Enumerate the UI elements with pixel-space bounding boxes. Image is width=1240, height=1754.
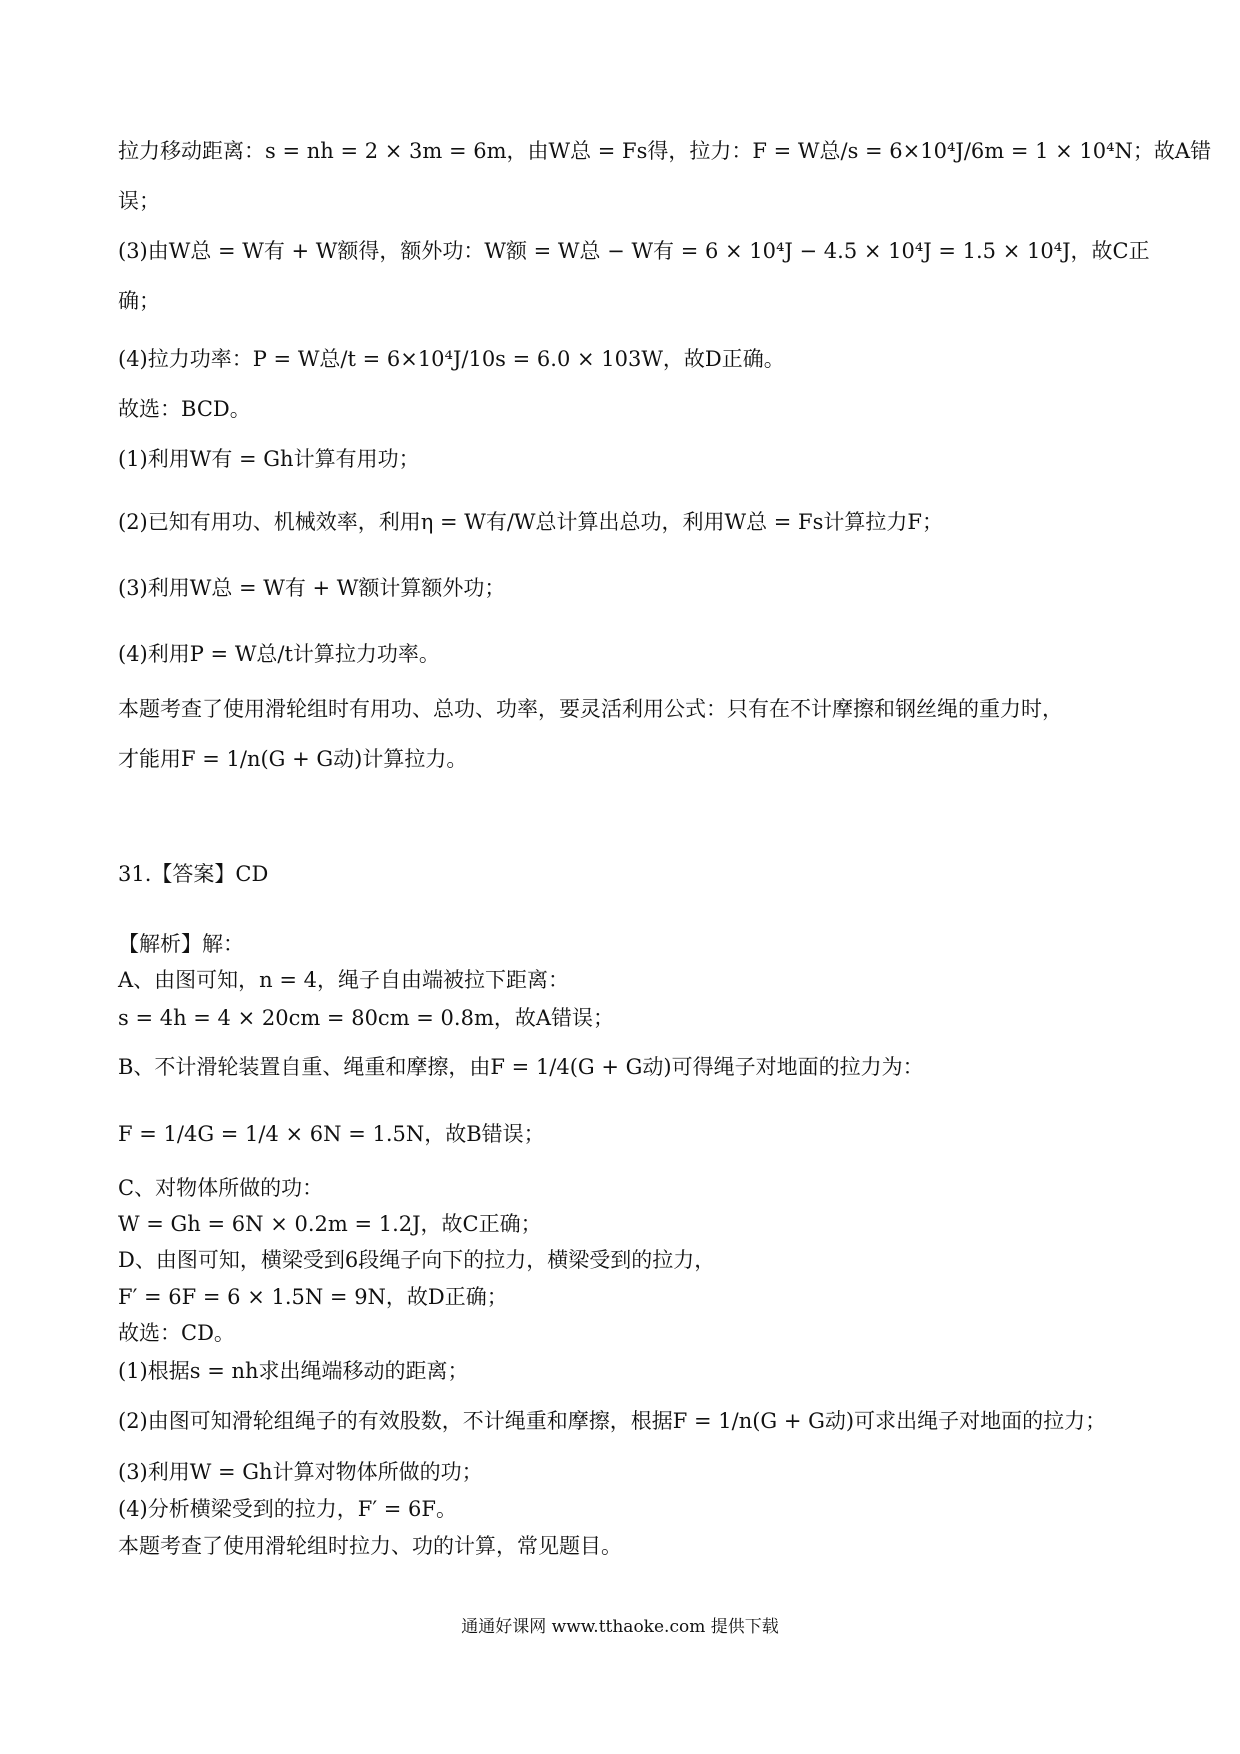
text-line: (4)分析横梁受到的拉力，F′ = 6F。 [118, 1497, 457, 1521]
text-line: (3)利用W总 = W有 + W额计算额外功； [118, 576, 506, 600]
text-line: (2)已知有用功、机械效率，利用η = W有/W总计算出总功，利用W总 = Fs计算拉力F； [118, 510, 943, 534]
text-line: (2)由图可知滑轮组绳子的有效股数，不计绳重和摩擦，根据F = 1/n(G + G动)可求出绳子对地面的拉力； [118, 1409, 1107, 1433]
text-line: 才能用F = 1/n(G + G动)计算拉力。 [118, 747, 468, 771]
answer-heading: 31.【答案】CD [118, 862, 269, 886]
text-line: (3)利用W = Gh计算对物体所做的功； [118, 1460, 483, 1484]
page-footer: 通通好课网 www.tthaoke.com 提供下载 [461, 1617, 779, 1637]
text-line: 确； [118, 289, 160, 313]
analysis-heading: 【解析】解： [118, 932, 244, 956]
text-line: W = Gh = 6N × 0.2m = 1.2J，故C正确； [118, 1212, 542, 1236]
text-line: (1)根据s = nh求出绳端移动的距离； [118, 1359, 469, 1383]
text-line: (4)利用P = W总/t计算拉力功率。 [118, 642, 440, 666]
text-line: F = 1/4G = 1/4 × 6N = 1.5N，故B错误； [118, 1122, 545, 1146]
text-line: F′ = 6F = 6 × 1.5N = 9N，故D正确； [118, 1285, 508, 1309]
text-line: 故选：BCD。 [118, 397, 251, 421]
text-line: 故选：CD。 [118, 1321, 235, 1345]
text-line: D、由图可知，横梁受到6段绳子向下的拉力，横梁受到的拉力， [118, 1248, 716, 1272]
text-line: 拉力移动距离：s = nh = 2 × 3m = 6m，由W总 = Fs得，拉力：F = W总/s = 6×10⁴J/6m = 1 × 10⁴N；故A错 [118, 139, 1212, 163]
text-line: 误； [118, 189, 160, 213]
text-line: s = 4h = 4 × 20cm = 80cm = 0.8m，故A错误； [118, 1006, 615, 1030]
text-line: (1)利用W有 = Gh计算有用功； [118, 447, 420, 471]
text-line: (4)拉力功率：P = W总/t = 6×10⁴J/10s = 6.0 × 103W，故D正确。 [118, 347, 785, 371]
text-line: B、不计滑轮装置自重、绳重和摩擦，由F = 1/4(G + G动)可得绳子对地面的拉力为： [118, 1055, 924, 1079]
text-line: A、由图可知，n = 4，绳子自由端被拉下距离： [118, 968, 569, 992]
text-line: C、对物体所做的功： [118, 1176, 324, 1200]
text-line: 本题考查了使用滑轮组时拉力、功的计算，常见题目。 [118, 1534, 622, 1558]
text-line: 本题考查了使用滑轮组时有用功、总功、功率，要灵活利用公式：只有在不计摩擦和钢丝绳的重力时， [118, 697, 1063, 721]
text-line: (3)由W总 = W有 + W额得，额外功：W额 = W总 − W有 = 6 × 10⁴J − 4.5 × 10⁴J = 1.5 × 10⁴J，故C正 [118, 239, 1150, 263]
